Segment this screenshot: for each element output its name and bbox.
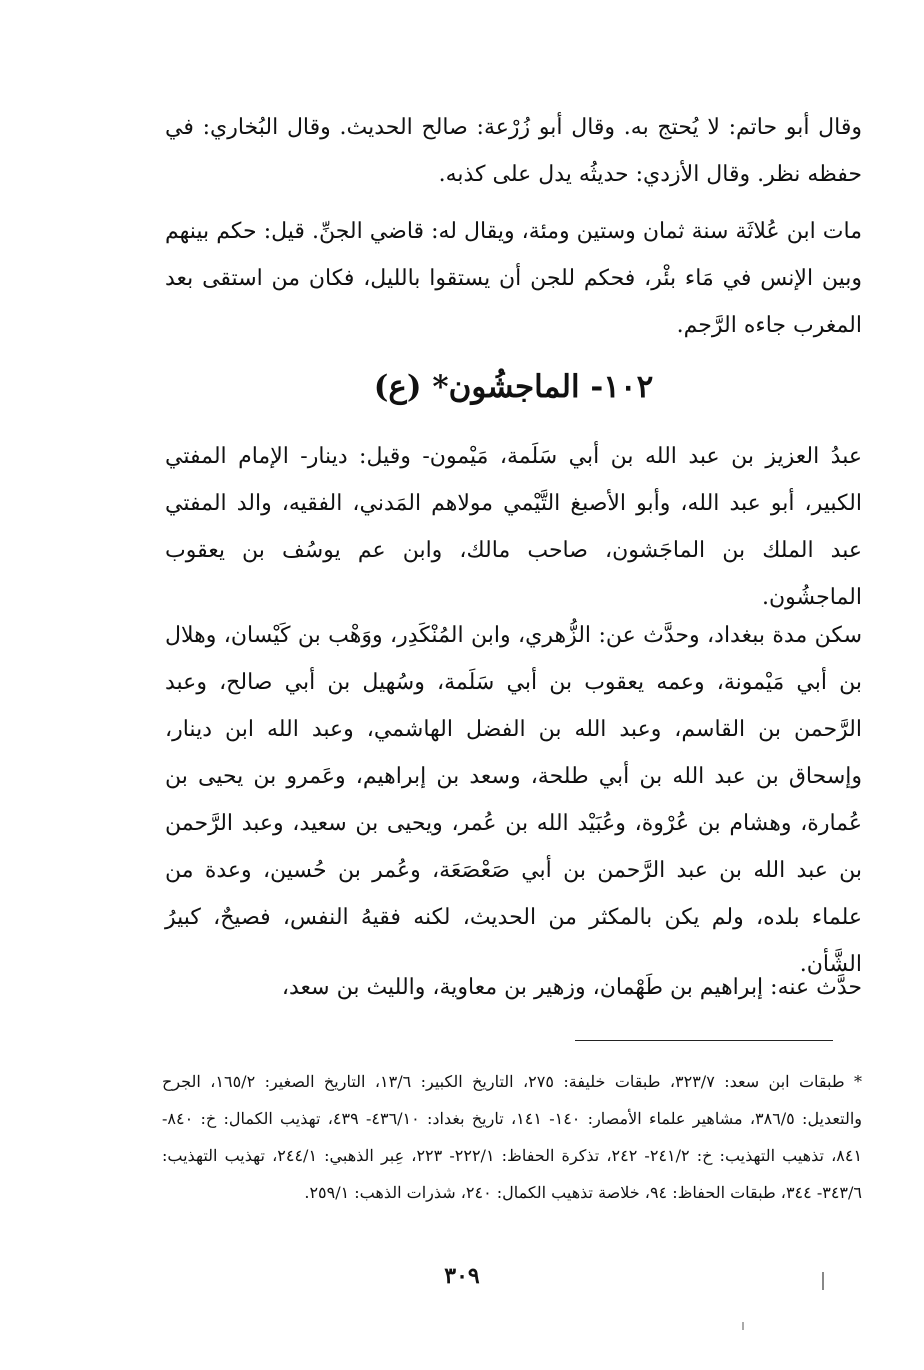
scan-mark xyxy=(822,1272,824,1290)
footnote: * طبقات ابن سعد: ٣٢٣/٧، طبقات خليفة: ٢٧٥، التاريخ الكبير: ١٣/٦، التاريخ الصغير: ١٦٥/٢، الجرح والتعديل: ٣٨٦/٥، مشاهير علماء الأمصار: ١٤٠- ١٤١، تاريخ بغداد: ٤٣٦/١٠- ٤٣٩، تهذيب الكمال: خ: ٨٤٠- ٨٤١، تذهيب التهذيب: خ: ٢٤١/٢- ٢٤٢، تذكرة الحفاظ: ٢٢٢/١- ٢٢٣، عِبر الذهبي: ٢٤٤/١، تهذيب التهذيب: ٣٤٣/٦- ٣٤٤، طبقات الحفاظ: ٩٤، خلاصة تذهيب الكمال: ٢٤٠، شذرات الذهب: ٢٥٩/١. xyxy=(162,1072,863,1202)
paragraph-death-note: مات ابن عُلاثَة سنة ثمان وستين ومئة، ويقال له: قاضي الجنِّ. قيل: حكم بينهم وبين الإنس في مَاء بئْر، فحكم للجن أن يستقوا بالليل، فكان من استقى بعد المغرب جاءه الرَّجم. xyxy=(165,219,862,338)
paragraph-teachers: سكن مدة ببغداد، وحدَّث عن: الزُّهري، وابن المُنْكَدِر، ووَهْب بن كَيْسان، وهلال بن أبي مَيْمونة، وعمه يعقوب بن أبي سَلَمة، وسُهيل بن أبي صالح، وعبد الرَّحمن بن القاسم، وعبد الله بن الفضل الهاشمي، وعبد الله ابن دينار، وإسحاق بن عبد الله بن أبي طلحة، وسعد بن إبراهيم، وعَمرو بن يحيى بن عُمارة، وهشام بن عُرْوة، وعُبَيْد الله بن عُمر، ويحيى بن سعيد، وعبد الرَّحمن بن عبد الله بن عبد الرَّحمن بن أبي صَعْصَعَة، وعُمر بن حُسين، وعدة من علماء بلده، ولم يكن بالمكثر من الحديث، لكنه فقيهُ النفس، فصيحٌ، كبيرُ الشَّأن. xyxy=(165,623,862,977)
footnote-divider xyxy=(575,1040,833,1041)
paragraph-narrators-opinions: وقال أبو حاتم: لا يُحتج به. وقال أبو زُرْعة: صالح الحديث. وقال البُخاري: في حفظه نظر. وقال الأزدي: حديثُه يدل على كذبه. xyxy=(165,115,862,187)
entry-heading: ١٠٢- الماجشُون* (ع) xyxy=(373,369,654,405)
scan-mark xyxy=(742,1322,744,1330)
paragraph-biography-intro: عبدُ العزيز بن عبد الله بن أبي سَلَمة، مَيْمون- وقيل: دينار- الإمام المفتي الكبير، أبو عبد الله، وأبو الأصبغ التَّيْمي مولاهم المَدني، الفقيه، والد المفتي عبد الملك بن الماجَشون، صاحب مالك، وابن عم يوسُف بن يعقوب الماجشُون. xyxy=(165,444,862,610)
paragraph-students: حدَّث عنه: إبراهيم بن طَهْمان، وزهير بن معاوية، والليث بن سعد، xyxy=(281,975,862,1000)
page-number: ٣٠٩ xyxy=(444,1263,480,1289)
